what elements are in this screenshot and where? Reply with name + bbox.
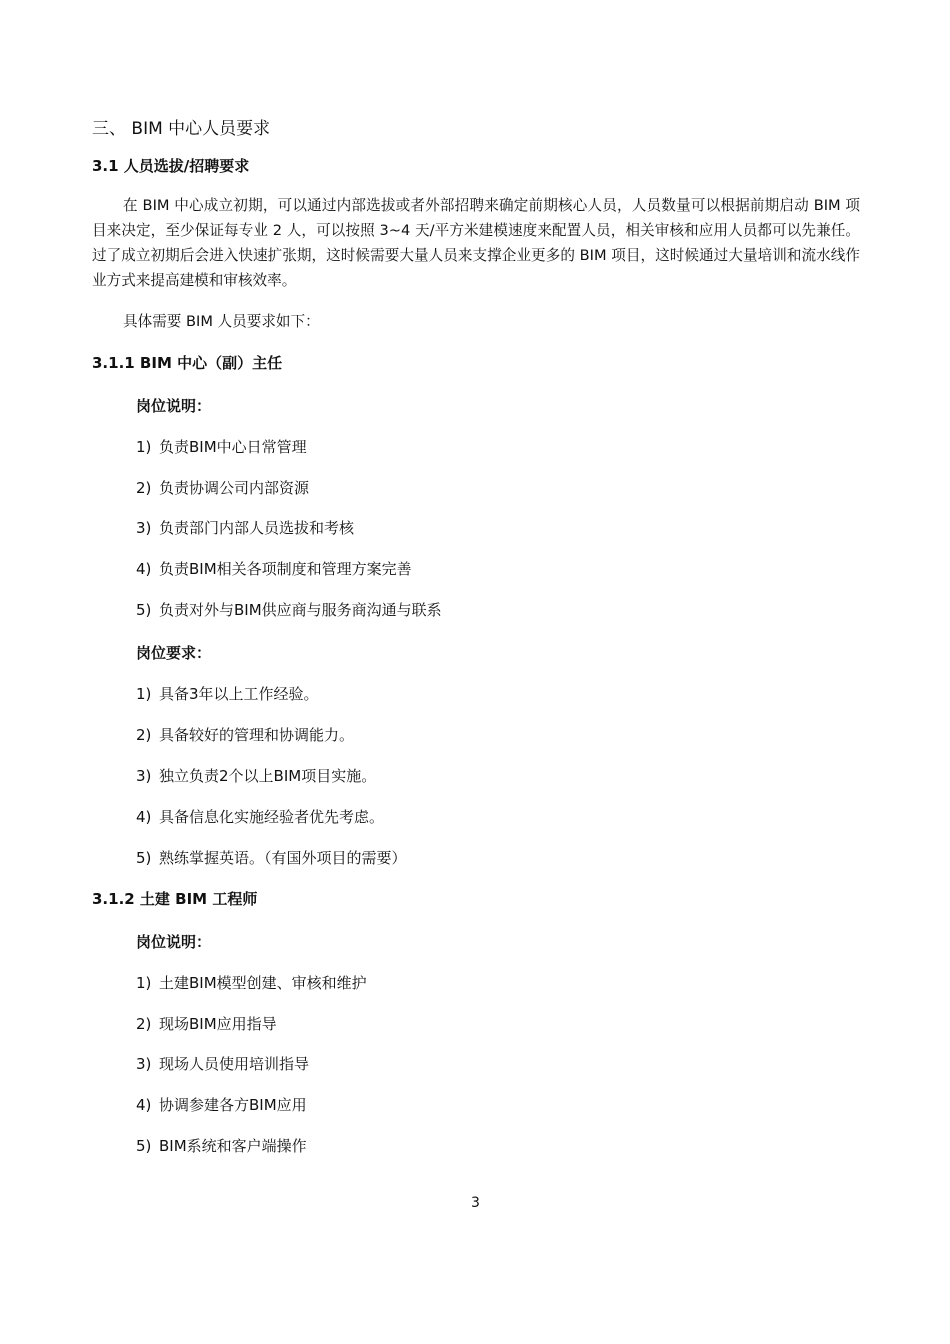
list-item-text: 负责协调公司内部资源 <box>159 479 310 497</box>
subsection-heading-3-1: 3.1 人员选拔/招聘要求 <box>92 157 250 175</box>
list-item <box>136 477 309 498</box>
list-item-number: 5) <box>136 849 152 867</box>
page-number: 3 <box>471 1195 480 1211</box>
job-description-label: 岗位说明： <box>136 933 212 951</box>
list-item-text: 负责BIM相关各项制度和管理方案完善 <box>159 560 412 578</box>
list-item-text: 协调参建各方BIM应用 <box>159 1096 307 1114</box>
list-item <box>136 765 376 786</box>
list-item-text: 负责BIM中心日常管理 <box>159 438 307 456</box>
intro-paragraph: 在 BIM 中心成立初期，可以通过内部选拔或者外部招聘来确定前期核心人员，人员数量可以根据前期启动 BIM 项目来决定，至少保证每专业 2 人，可以按照 3~4 天/平方米建模速度来配置人员，相关审核和应用人员都可以先兼任。过了成立初期后会进入快速扩张期，这时候需要大量人员来支撑企业更多的 BIM 项目，这时候通过大量培训和流水线作业方式来提高建模和审核效率。 <box>92 197 860 289</box>
list-item-text: 负责对外与BIM供应商与服务商沟通与联系 <box>159 601 442 619</box>
list-item <box>136 972 367 993</box>
list-item-number: 1) <box>136 438 152 456</box>
list-item <box>136 806 384 827</box>
list-item-number: 5) <box>136 601 152 619</box>
list-item-text: 土建BIM模型创建、审核和维护 <box>159 974 367 992</box>
list-item <box>136 436 307 457</box>
list-item-text: 独立负责2个以上BIM项目实施。 <box>159 767 377 785</box>
list-item <box>136 599 442 620</box>
list-item <box>136 1053 309 1074</box>
list-item-text: 熟练掌握英语。（有国外项目的需要） <box>159 849 407 867</box>
list-item <box>136 724 354 745</box>
subsection-heading-3-1-1: 3.1.1 BIM 中心（副）主任 <box>92 354 283 372</box>
list-item-number: 1) <box>136 685 152 703</box>
list-item <box>136 1013 277 1034</box>
list-item-number: 1) <box>136 974 152 992</box>
list-item-number: 3) <box>136 519 152 537</box>
list-item <box>136 1135 307 1156</box>
job-requirements-label: 岗位要求： <box>136 644 212 662</box>
list-item-text: 现场BIM应用指导 <box>159 1015 277 1033</box>
list-item-text: BIM系统和客户端操作 <box>159 1137 307 1155</box>
list-item <box>136 517 354 538</box>
list-item-number: 5) <box>136 1137 152 1155</box>
list-item <box>136 558 412 579</box>
list-item-number: 3) <box>136 1055 152 1073</box>
list-item-text: 具备信息化实施经验者优先考虑。 <box>159 808 385 826</box>
list-item <box>136 847 407 868</box>
list-item-number: 3) <box>136 767 152 785</box>
list-item-number: 2) <box>136 1015 152 1033</box>
job-description-label: 岗位说明： <box>136 397 212 415</box>
list-item <box>136 1094 307 1115</box>
list-item-number: 4) <box>136 808 152 826</box>
subsection-heading-3-1-2: 3.1.2 土建 BIM 工程师 <box>92 890 258 908</box>
requirements-lead-paragraph: 具体需要 BIM 人员要求如下： <box>123 313 320 330</box>
list-item-number: 2) <box>136 726 152 744</box>
list-item <box>136 683 319 704</box>
list-item-number: 2) <box>136 479 152 497</box>
list-item-text: 负责部门内部人员选拔和考核 <box>159 519 355 537</box>
section-heading: 三、 BIM 中心人员要求 <box>92 119 271 139</box>
list-item-text: 具备较好的管理和协调能力。 <box>159 726 355 744</box>
list-item-number: 4) <box>136 1096 152 1114</box>
list-item-number: 4) <box>136 560 152 578</box>
list-item-text: 现场人员使用培训指导 <box>159 1055 310 1073</box>
list-item-text: 具备3年以上工作经验。 <box>159 685 319 703</box>
